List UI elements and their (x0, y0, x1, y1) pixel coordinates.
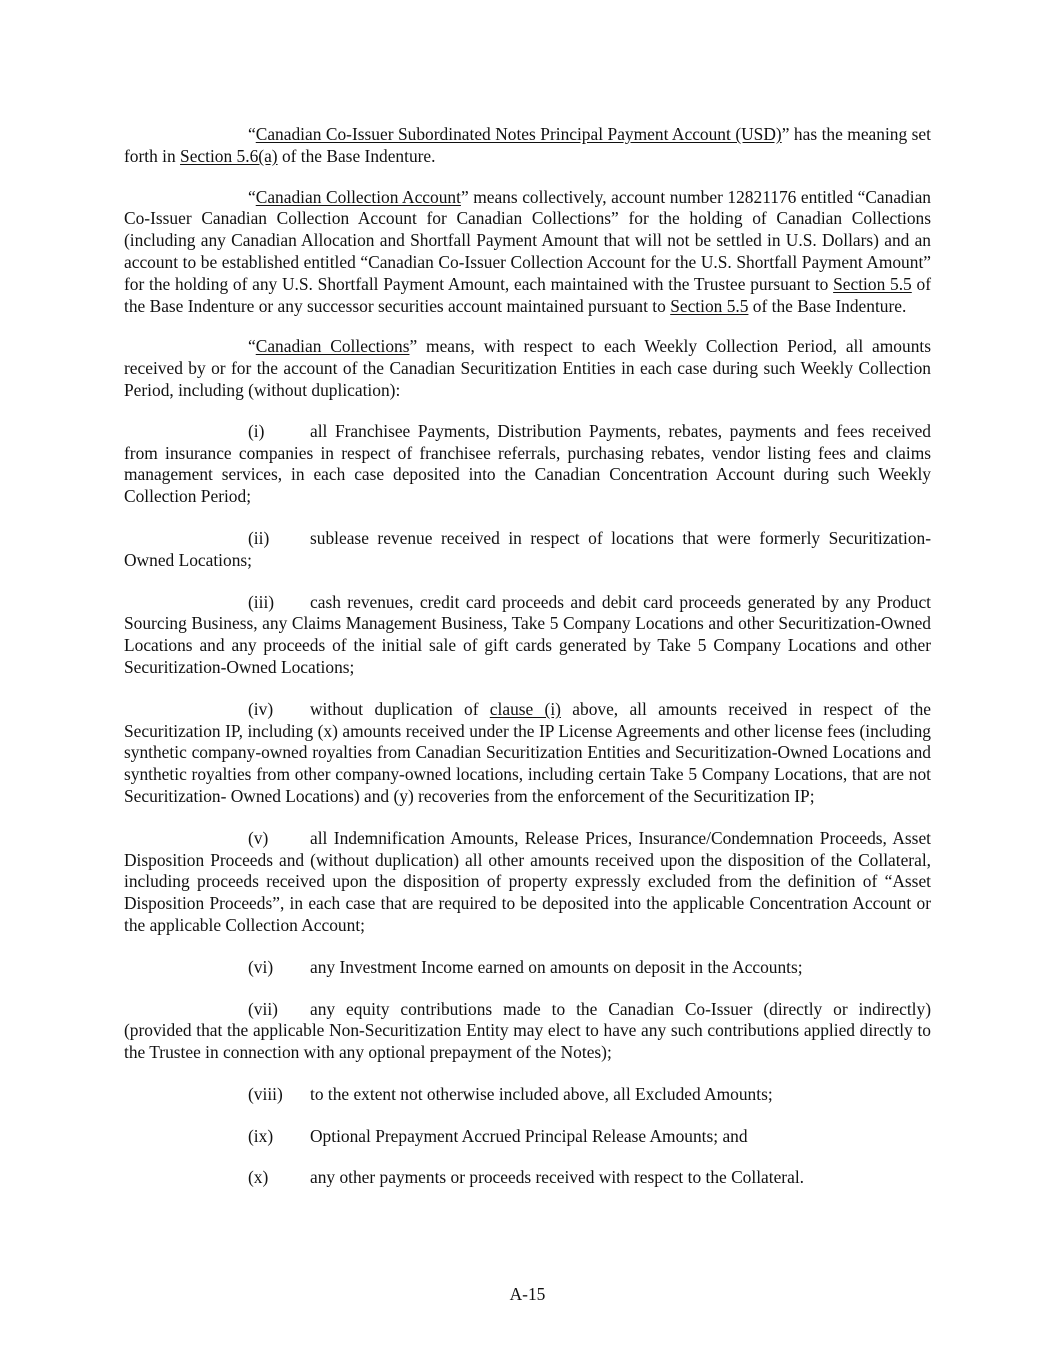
item-number: (vi) (248, 956, 274, 977)
item-number: (iv) (248, 698, 274, 719)
clause-reference: clause (i) (489, 698, 561, 719)
item-number: (vii) (248, 998, 278, 1019)
list-item-vi (248, 957, 931, 979)
section-reference: Section 5.5 (833, 273, 912, 294)
item-number: (v) (248, 827, 269, 848)
list-item-ii (124, 528, 931, 572)
item-text: to the extent not otherwise included above, all Excluded Amounts; (310, 1083, 773, 1104)
item-text: all Franchisee Payments, Distribution Payments, rebates, payments and fees received from insurance companies in respect of franchisee referrals, purchasing rebates, vendor listing fees and claims management services, in each case deposited into the Canadian Concentration Account during such Weekly Collection Period; (124, 420, 931, 507)
open-quote: “ (248, 336, 256, 357)
item-text: all Indemnification Amounts, Release Prices, Insurance/Condemnation Proceeds, Asset Disposition Proceeds and (without duplication) all other amounts received upon the disposition of the Collateral, including proceeds received upon the disposition of property expressly excluded from the definition of “Asset Disposition Proceeds”, in each case that are required to be deposited into the applicable Concentration Account or the applicable Collection Account; (124, 827, 931, 935)
list-item-iv (124, 699, 931, 808)
item-text: above, all amounts received in respect of the Securitization IP, including (x) amounts received under the IP License Agreements and other license fees (including synthetic company-owned royalties from Canadian Securitization Entities and Securitization-Owned Locations and synthetic royalties from other company-owned locations, including certain Take 5 Company Locations, that are not Securitization- Owned Locations) and (y) recoveries from the enforcement of the Securitization IP; (124, 698, 931, 806)
item-text: without duplication of (310, 698, 490, 719)
item-number: (iii) (248, 591, 275, 612)
item-number: (ii) (248, 527, 270, 548)
definition-text: of the Base Indenture. (748, 295, 907, 316)
list-item-vii (124, 999, 931, 1064)
item-text: sublease revenue received in respect of locations that were formerly Securitization-Owned Locations; (124, 527, 931, 570)
item-text: any other payments or proceeds received with respect to the Collateral. (310, 1167, 804, 1188)
item-number: (i) (248, 420, 265, 441)
definition-subordinated-notes-account (124, 124, 931, 168)
definition-text: ” means collectively, account number 12821176 entitled “Canadian Co-Issuer Canadian Collection Account for Canadian Collections” for the holding of Canadian Collections (including any Canadian Allocation and Shortfall Payment Amount that will not be settled in U.S. Dollars) and an account to be established entitled “Canadian Co-Issuer Collection Account for the U.S. Shortfall Payment Amount” for the holding of any U.S. Shortfall Payment Amount, each maintained with the Trustee pursuant to (124, 186, 931, 294)
section-reference: Section 5.5 (670, 295, 749, 316)
defined-term: Canadian Collection Account (255, 186, 461, 207)
definition-text: of the Base Indenture. (277, 145, 436, 166)
list-item-x (248, 1167, 931, 1189)
list-item-v (124, 828, 931, 937)
item-text: any equity contributions made to the Canadian Co-Issuer (directly or indirectly) (provided that the applicable Non-Securitization Entity may elect to have any such contributions applied directly to the Trustee in connection with any optional prepayment of the Notes); (124, 998, 931, 1063)
open-quote: “ (248, 186, 256, 207)
definition-canadian-collections (124, 336, 931, 401)
open-quote: “ (248, 124, 256, 144)
item-number: (viii) (248, 1083, 283, 1104)
item-text: Optional Prepayment Accrued Principal Release Amounts; and (310, 1125, 748, 1146)
list-item-ix (248, 1126, 931, 1148)
list-item-viii (248, 1084, 931, 1106)
definition-text: of the Base Indenture or any successor securities account maintained pursuant to (124, 273, 931, 316)
item-text: any Investment Income earned on amounts on deposit in the Accounts; (310, 956, 803, 977)
item-number: (ix) (248, 1125, 274, 1146)
list-item-iii (124, 592, 931, 679)
definition-canadian-collection-account (124, 187, 931, 318)
page-number: A-15 (509, 1284, 546, 1304)
section-reference: Section 5.6(a) (180, 145, 278, 166)
item-number: (x) (248, 1167, 269, 1188)
defined-term: Canadian Co-Issuer Subordinated Notes Principal Payment Account (USD) (255, 124, 782, 144)
item-text: cash revenues, credit card proceeds and debit card proceeds generated by any Product Sourcing Business, any Claims Management Business, Take 5 Company Locations and other Securitization-Owned Locations and any proceeds of the initial sale of gift cards generated by Take 5 Company Locations and other Securitization-Owned Locations; (124, 591, 931, 677)
definition-text: ” means, with respect to each Weekly Collection Period, all amounts received by or for the account of the Canadian Securitization Entities in each case during such Weekly Collection Period, including (without duplication): (124, 336, 931, 400)
list-item-i (124, 421, 931, 508)
defined-term: Canadian Collections (255, 336, 410, 357)
definition-text: ” has the meaning set forth in (124, 124, 931, 166)
document-body (124, 124, 931, 1209)
